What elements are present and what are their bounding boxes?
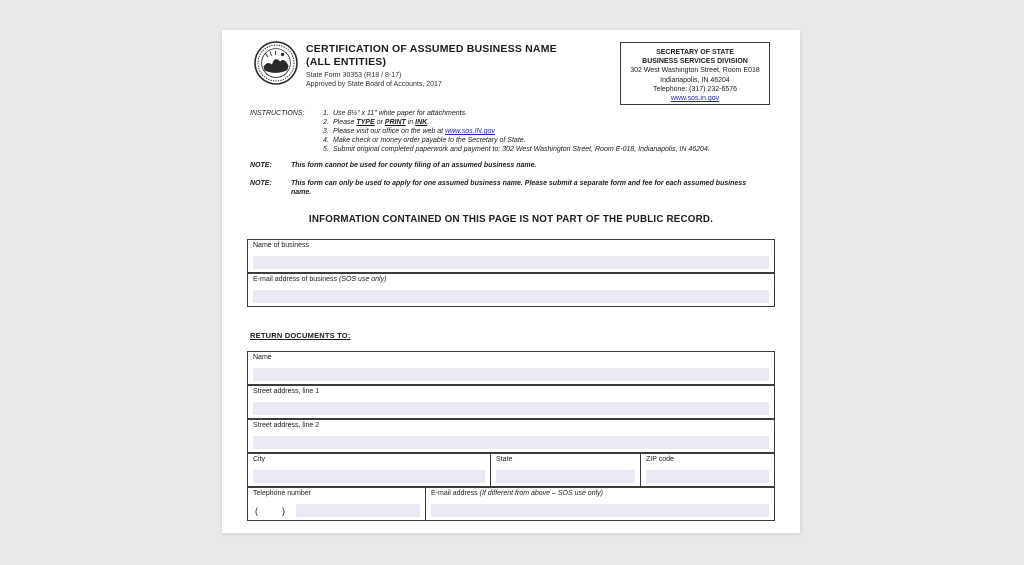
city-state-zip-row xyxy=(247,453,775,487)
note-1-text: This form cannot be used for county filing of an assumed business name. xyxy=(291,162,537,169)
instruction-item-2 xyxy=(323,118,710,127)
instruction-3-part: Please visit our office on the web at xyxy=(333,128,446,135)
instruction-2-part: . xyxy=(427,119,430,126)
agency-street: 302 West Washington Street, Room E018 xyxy=(630,67,760,75)
return-name-input[interactable] xyxy=(253,368,769,381)
instructions-block xyxy=(250,109,710,154)
zip-label: ZIP code xyxy=(646,456,674,463)
instruction-3-number: 3. xyxy=(323,128,329,135)
street-address-1-row xyxy=(247,385,775,419)
instruction-item-3 xyxy=(323,127,710,136)
note-row-1 xyxy=(250,161,758,170)
business-name-label: Name of business xyxy=(253,242,310,249)
city-label: City xyxy=(253,456,266,463)
instruction-2-part: in xyxy=(405,119,416,126)
city-input[interactable] xyxy=(253,470,485,483)
zip-input[interactable] xyxy=(646,470,769,483)
return-documents-table xyxy=(247,351,775,521)
return-email-cell xyxy=(426,488,774,520)
return-email-input[interactable] xyxy=(431,504,769,517)
indiana-state-seal-icon xyxy=(253,40,299,86)
instruction-website-link[interactable]: www.sos.IN.gov xyxy=(445,128,495,135)
public-record-banner: INFORMATION CONTAINED ON THIS PAGE IS NOT PART OF THE PUBLIC RECORD. xyxy=(308,214,714,225)
form-approval: Approved by State Board of Accounts, 2017 xyxy=(306,80,442,88)
business-email-input[interactable] xyxy=(253,290,769,303)
return-email-note: (If different from above – SOS use only) xyxy=(479,490,603,497)
instruction-1-number: 1. xyxy=(323,110,329,117)
form-title-line1: CERTIFICATION OF ASSUMED BUSINESS NAME xyxy=(306,43,557,55)
instruction-5-text: Submit original completed paperwork and payment to: 302 West Washington Street, Room E-018, Indianapolis, IN 46204. xyxy=(333,146,710,153)
instruction-1-text: Use 8½" x 11" white paper for attachments. xyxy=(333,110,468,117)
agency-phone: Telephone: (317) 232-6576 xyxy=(652,85,738,93)
return-email-label-text: E-mail address xyxy=(431,490,480,497)
instruction-3-text xyxy=(333,127,495,136)
instruction-4-number: 4. xyxy=(323,137,329,144)
instruction-2-text xyxy=(333,118,429,127)
state-cell xyxy=(491,454,641,486)
agency-city: Indianapolis, IN 46204 xyxy=(660,76,730,84)
street-address-2-input[interactable] xyxy=(253,436,769,449)
note-2-label: NOTE: xyxy=(250,180,272,187)
street-address-2-row xyxy=(247,419,775,453)
note-1-label: NOTE: xyxy=(250,162,272,169)
instruction-2-number: 2. xyxy=(323,119,329,126)
return-name-row xyxy=(247,351,775,385)
zip-cell xyxy=(641,454,774,486)
seal-graphic xyxy=(253,40,299,86)
business-email-sos-note: (SOS use only) xyxy=(338,276,387,283)
street-address-1-input[interactable] xyxy=(253,402,769,415)
instruction-2-part: Please xyxy=(333,119,357,126)
phone-email-row xyxy=(247,487,775,521)
agency-address-box xyxy=(620,42,770,105)
form-number: State Form 30353 (R18 / 8-17) xyxy=(306,72,402,79)
business-email-label-text: E-mail address of business xyxy=(253,276,339,283)
state-label: State xyxy=(496,456,513,463)
instruction-2-ink-emphasis: INK xyxy=(415,119,428,126)
form-title-block xyxy=(306,43,557,89)
telephone-input[interactable] xyxy=(296,504,420,517)
business-name-input[interactable] xyxy=(253,256,769,269)
state-input[interactable] xyxy=(496,470,635,483)
note-2-text: This form can only be used to apply for one assumed business name. Please submit a separate form and fee for each assumed business name. xyxy=(291,180,747,196)
instruction-5-number: 5. xyxy=(323,146,329,153)
instructions-list xyxy=(323,109,710,154)
instructions-label: INSTRUCTIONS: xyxy=(250,110,305,117)
return-name-label: Name xyxy=(253,354,272,361)
return-email-label xyxy=(426,488,774,497)
telephone-label: Telephone number xyxy=(253,490,311,497)
street-address-1-label: Street address, line 1 xyxy=(253,388,320,395)
instruction-4-text: Make check or money order payable to the Secretary of State. xyxy=(333,137,526,144)
agency-name: SECRETARY OF STATE xyxy=(656,49,734,56)
instruction-2-print-emphasis: PRINT xyxy=(384,119,406,126)
area-code-paren-close: ) xyxy=(282,506,285,516)
business-email-row xyxy=(247,273,775,307)
instruction-item-1 xyxy=(323,109,710,118)
area-code-paren-open: ( xyxy=(255,506,258,516)
instruction-2-part: or xyxy=(374,119,385,126)
instruction-item-5 xyxy=(323,145,710,154)
note-row-2 xyxy=(250,179,758,197)
form-title-line2: (ALL ENTITIES) xyxy=(306,56,387,68)
street-address-2-label: Street address, line 2 xyxy=(253,422,320,429)
business-email-label xyxy=(248,274,774,283)
instruction-item-4 xyxy=(323,136,710,145)
instruction-2-type-emphasis: TYPE xyxy=(356,119,375,126)
sos-website-link[interactable]: www.sos.in.gov xyxy=(670,95,720,103)
business-info-table xyxy=(247,239,775,307)
business-name-row xyxy=(247,239,775,273)
return-documents-heading: RETURN DOCUMENTS TO: xyxy=(250,331,351,340)
agency-division: BUSINESS SERVICES DIVISION xyxy=(642,58,748,66)
form-document xyxy=(222,30,800,533)
telephone-cell xyxy=(248,488,426,520)
city-cell xyxy=(248,454,491,486)
